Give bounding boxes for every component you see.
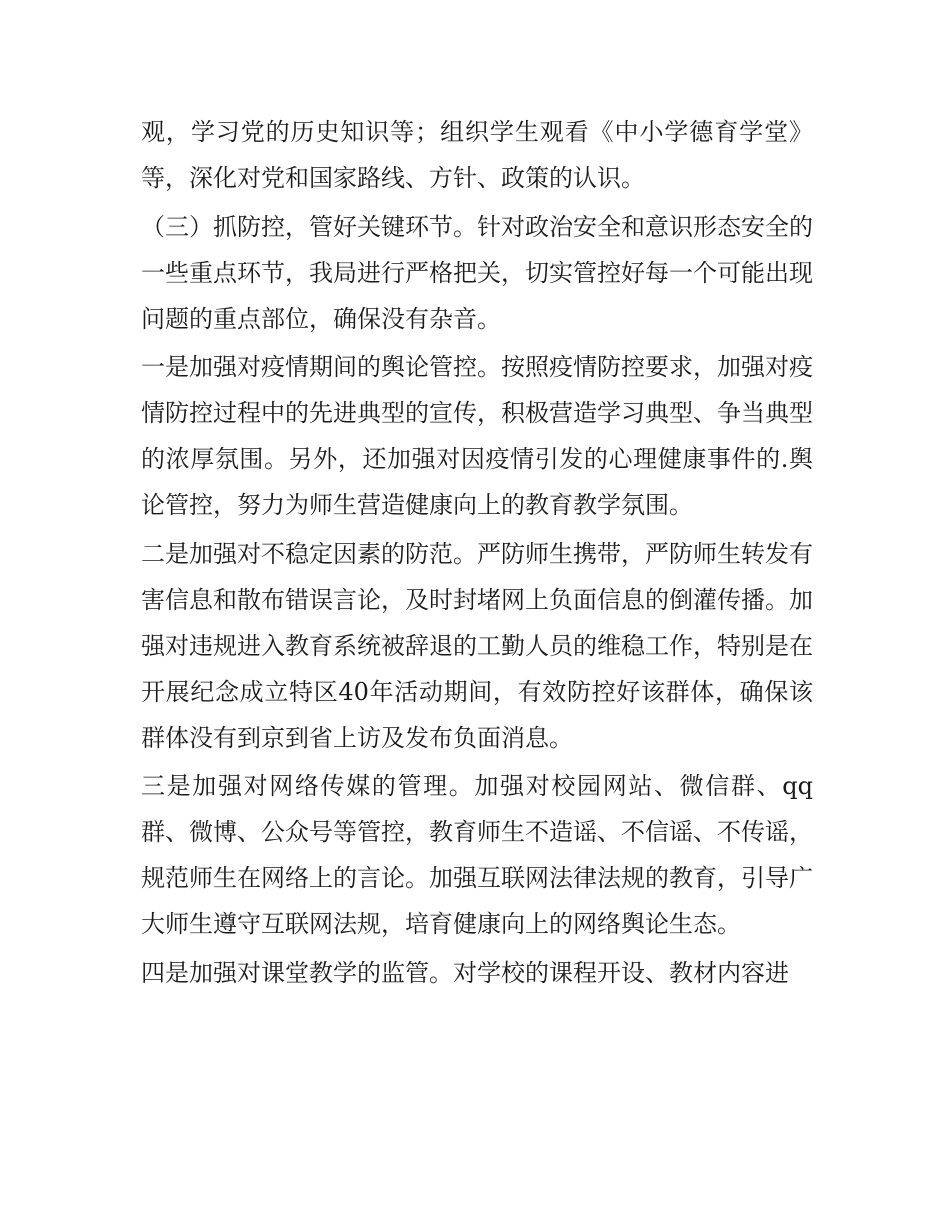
- paragraph-point-one: 一是加强对疫情期间的舆论管控。按照疫情防控要求，加强对疫情防控过程中的先进典型的宣传，积极营造学习典型、争当典型的浓厚氛围。另外，还加强对因疫情引发的心理健康事件的.舆论管控，努力为师生营造健康向上的教育教学氛围。: [141, 353, 813, 520]
- paragraph-section-three: （三）抓防控，管好关键环节。针对政治安全和意识形态安全的一些重点环节，我局进行严格把关，切实管控好每一个可能出现问题的重点部位，确保没有杂音。: [141, 212, 813, 333]
- paragraph-point-four: 四是加强对课堂教学的监管。对学校的课程开设、教材内容进: [141, 958, 789, 987]
- document-body: [141, 109, 813, 999]
- paragraph-continuation: 观，学习党的历史知识等；组织学生观看《中小学德育学堂》等，深化对党和国家路线、方针、政策的认识。: [141, 118, 813, 192]
- paragraph-point-three: 三是加强对网络传媒的管理。加强对校园网站、微信群、qq群、微博、公众号等管控，教育师生不造谣、不信谣、不传谣，规范师生在网络上的言论。加强互联网法律法规的教育，引导广大师生遵守互联网法规，培育健康向上的网络舆论生态。: [141, 772, 813, 939]
- paragraph-point-two: 二是加强对不稳定因素的防范。严防师生携带，严防师生转发有害信息和散布错误言论，及时封堵网上负面信息的倒灌传播。加强对违规进入教育系统被辞退的工勤人员的维稳工作，特别是在开展纪念成立特区40年活动期间，有效防控好该群体，确保该群体没有到京到省上访及发布负面消息。: [141, 539, 813, 752]
